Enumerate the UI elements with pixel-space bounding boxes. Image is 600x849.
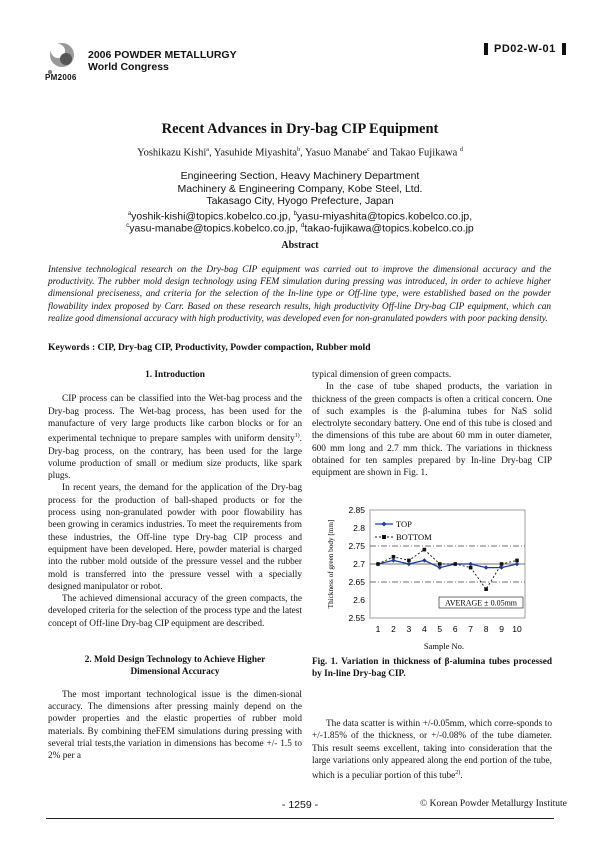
data-point-top [438, 565, 442, 569]
email-line: $^c$yasu-manabe@topics.kobelco.co.jp, $^d$takao-fujikawa@topics.kobelco.co.jp [126, 222, 474, 235]
paper-id: PD02-W-01 [484, 43, 566, 55]
author-sup: d [459, 147, 463, 153]
author-list: Yoshikazu Kishi$^a$, Yasuhide Miyashita$^b$, Yasuo Manabe$^c$ and Takao Fujikawa $^d$ [137, 147, 463, 159]
copyright: © Korean Powder Metallurgy Institute [420, 799, 567, 809]
conference-subtitle: World Congress [88, 61, 169, 73]
series-line-bottom [378, 550, 517, 590]
email-line: $^a$yoshik-kishi@topics.kobelco.co.jp, $^b$yasu-miyashita@topics.kobelco.co.jp, [127, 210, 473, 223]
affiliation-line: Machinery & Engineering Company, Kobe Steel, Ltd. [177, 182, 423, 195]
data-point-top [468, 562, 472, 566]
paragraph: CIP process can be classified into the Wet-bag process and the Dry-bag process. The Wet-bag process, has been used for the manufacture of very large products like carbon blocks or for an experimental technique to prepare samples with uniform density$^{1)}$. Dry-bag process, on the contrary, has been used for the large volume production of small or medium size products, like spark plugs. [48, 394, 302, 482]
paragraph: The most important technological issue is the dimen-sional accuracy. The dimensions after pressing mainly depend on the powder properties and the elastic properties of rubber mold materials. By combining theFEM simulations during pressing with several trial tests,the variation in dimensions has become +/- 1.5 to 2% per a [48, 689, 302, 762]
data-point-bottom [407, 559, 411, 563]
data-point-top [422, 558, 426, 562]
author: Takao Fujikawa [390, 147, 458, 159]
paragraph: typical dimension of green compacts. [312, 370, 452, 380]
paragraph: The achieved dimensional accuracy of the green compacts, the developed criteria for the selection of the process type and the latest concept of Off-line Dry-bag CIP equipment are described. [48, 594, 302, 629]
section-heading: 2. Mold Design Technology to Achieve Higher Dimensional Accuracy [84, 655, 266, 678]
x-tick-label: 7 [468, 624, 474, 634]
y-tick-label: 2.65 [348, 577, 365, 587]
author: Yasuhide Miyashita [213, 147, 298, 159]
abstract-heading: Abstract [281, 240, 319, 251]
y-tick-label: 2.7 [353, 559, 365, 569]
legend-label-bottom: BOTTOM [396, 532, 432, 542]
x-tick-label: 2 [391, 624, 396, 634]
legend-marker-top [382, 522, 387, 527]
legend [375, 519, 432, 542]
citation: 1) [294, 433, 300, 440]
footer-divider [46, 818, 554, 819]
x-tick-label: 6 [452, 624, 458, 634]
paragraph: The data scatter is within +/-0.05mm, which corre-sponds to +/-1.85% of the thickness, or +/-0.08% of the tube diameter. This result seems excellent, taking into consideration that the large variations only appeared along the end portion of the tube, which is a peculiar portion of this tube$^{2)}$. [312, 719, 552, 782]
email-link[interactable]: takao-fujikawa@topics.kobelco.co.jp [304, 222, 474, 235]
legend-marker-bottom [382, 535, 386, 539]
section-heading: 1. Introduction [145, 370, 205, 380]
data-point-bottom [484, 587, 488, 591]
column-right-continued [312, 718, 552, 783]
thickness-chart [312, 505, 552, 653]
paragraph: In recent years, the demand for the application of the Dry-bag process for the production of ball-shaped products or for the process using non-granulated powder with poor flowability has been growing in ceramics industries. To meet the requirements from these industries, the Off-line type Dry-bag CIP process and equipment have been developed. Here, powder material is charged into the rubber mold outside of the pressure vessel and the rubber mold is transferred into the pressure vessel with a specially designed manipulator or robot. [48, 483, 302, 592]
x-tick-label: 1 [375, 624, 381, 634]
affiliation-line: Engineering Section, Heavy Machinery Department [180, 170, 420, 182]
data-point-bottom [423, 548, 427, 552]
x-axis-label: Sample No. [423, 641, 465, 651]
data-point-top [407, 562, 411, 566]
x-tick-label: 4 [421, 624, 427, 634]
conference-name: 2006 POWDER METALLURGY [88, 49, 237, 61]
email-link[interactable]: yasu-miyashita@topics.kobelco.co.jp, [296, 210, 473, 223]
email-link[interactable]: yoshik-kishi@topics.kobelco.co.jp, [131, 210, 291, 223]
data-point-bottom [392, 555, 396, 559]
legend-label-top: TOP [396, 519, 412, 529]
data-point-bottom [438, 562, 442, 566]
y-tick-label: 2.85 [348, 505, 365, 515]
x-tick-label: 8 [483, 624, 489, 634]
y-tick-label: 2.75 [348, 541, 365, 551]
abstract-text: Intensive technological research on the Dry-bag CIP equipment was carried out to improve the dimensional accuracy and the productivity. The rubber mold design technology using FEM simulation during pressing was introduced, in order to achieve higher dimensional preciseness, and criteria for the selection of the In-line type or Off-line type, were established based on the powder flowability index proposed by Carr. Based on these research results, high productivity Off-line Dry-bag CIP equipment, which can realize good dimensional accuracy with high productivity, was developed even for non-granulated powders with poor packing density. [48, 265, 551, 324]
x-tick-label: 10 [512, 624, 522, 634]
data-point-bottom [453, 562, 457, 566]
y-tick-label: 2.55 [348, 613, 365, 623]
email-link[interactable]: yasu-manabe@topics.kobelco.co.jp, [129, 222, 299, 235]
x-tick-label: 3 [406, 624, 412, 634]
logo-text: PM2006 [45, 73, 77, 82]
y-axis-label: Thickness of green body [mm] [327, 519, 335, 609]
author: Yoshikazu Kishi [137, 147, 207, 159]
data-point-top [515, 562, 519, 566]
data-point-top [484, 565, 488, 569]
author-sup: c [367, 147, 370, 153]
data-point-bottom [515, 559, 519, 563]
author: Yasuo Manabe [304, 147, 368, 159]
author-sup: b [297, 147, 301, 153]
column-right [312, 369, 552, 480]
data-point-bottom [376, 562, 380, 566]
x-tick-label: 5 [437, 624, 443, 634]
paper-title: Recent Advances in Dry-bag CIP Equipment [161, 121, 439, 137]
citation: 2) [455, 770, 461, 777]
data-point-top [391, 558, 395, 562]
paragraph: In the case of tube shaped products, the variation in thickness of the green compacts is often a critical concern. One of such examples is the β-alumina tubes for NaS solid electrolyte secondary battery. One end of this tube is closed and the dimensions of this tube are about 60 mm in outer diameter, 600 mm long and 2.7 mm thick. The variations in thickness obtained for ten samples prepared by In-line Dry-bag CIP equipment are shown in Fig. 1. [312, 382, 552, 479]
keywords: Keywords : CIP, Dry-bag CIP, Productivity, Powder compaction, Rubber mold [48, 342, 371, 353]
annotation: AVERAGE ± 0.05mm [444, 598, 518, 608]
y-tick-label: 2.6 [353, 595, 365, 605]
page-number: - 1259 - [281, 799, 319, 811]
figure-caption: Fig. 1. Variation in thickness of β-alumina tubes processed by In-line Dry-bag CIP. [312, 657, 552, 680]
affiliation-line: Takasago City, Hyogo Prefecture, Japan [206, 195, 394, 208]
column-left [48, 369, 302, 762]
data-point-bottom [500, 562, 504, 566]
x-tick-label: 9 [499, 624, 504, 634]
author-sup: a [206, 147, 209, 153]
y-tick-label: 2.8 [353, 523, 365, 533]
data-point-bottom [469, 566, 473, 570]
